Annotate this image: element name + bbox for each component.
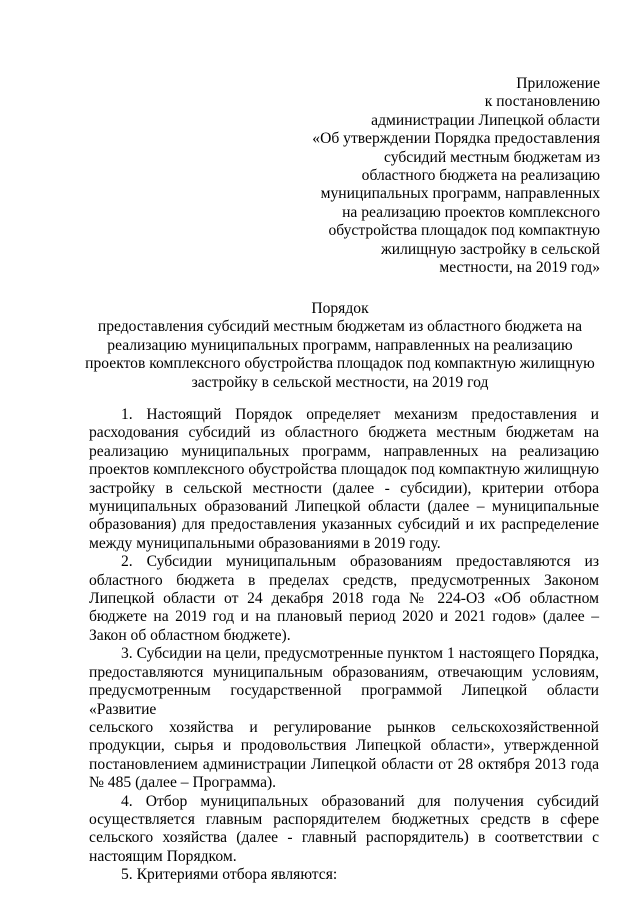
paragraph-line: 1. Настоящий Порядок определяет механизм предоставления и — [121, 406, 599, 423]
paragraph-line: 2. Субсидии муниципальным образованиям предоставляются из — [121, 553, 599, 571]
paragraph-5 — [89, 866, 599, 884]
paragraph-line: проектов комплексного обустройства площадок под компактную жилищную — [89, 461, 599, 479]
appendix-line: субсидий местным бюджетам из — [384, 148, 600, 166]
document-title: Порядок — [311, 300, 369, 317]
document-title-block — [70, 300, 610, 392]
paragraph-line: 4. Отбор муниципальных образований для получения субсидий — [121, 792, 599, 810]
paragraph-line: сельского хозяйства (далее - главный распорядитель) в соответствии с — [89, 829, 599, 847]
paragraph-line: предоставляются муниципальным образованиям, отвечающим условиям, — [89, 663, 599, 681]
paragraph-line: бюджете на 2019 год и на плановый период 2020 и 2021 годов» (далее – — [89, 608, 599, 626]
paragraph-line: реализацию муниципальных программ, направленных на реализацию — [89, 442, 599, 460]
appendix-line: жилищную застройку в сельской — [381, 240, 600, 258]
paragraph-line: областного бюджета в пределах средств, предусмотренных Законом — [89, 571, 599, 589]
paragraph-line: № 485 (далее – Программа). — [89, 774, 277, 792]
paragraph-line: муниципальных образований Липецкой области (далее – муниципальные — [89, 498, 599, 516]
paragraph-line: 5. Критериями отбора являются: — [121, 866, 338, 884]
paragraph-1 — [89, 406, 599, 553]
paragraph-line: Закон об областном бюджете). — [89, 626, 291, 644]
document-subtitle-line: застройку в сельской местности, на 2019 год — [191, 373, 489, 391]
appendix-line: Приложение — [516, 75, 600, 92]
appendix-line: администрации Липецкой области — [371, 111, 600, 129]
paragraph-line: между муниципальными образованиями в 2019 году. — [89, 534, 441, 552]
document-subtitle-line: предоставления субсидий местным бюджетам из областного бюджета на — [97, 318, 583, 336]
paragraph-line: настоящим Порядком. — [89, 847, 237, 865]
paragraph-line: осуществляется главным распорядителем бюджетных средств в сфере — [89, 810, 599, 828]
paragraph-line: постановлением администрации Липецкой области от 28 октября 2013 года — [89, 755, 599, 773]
paragraph-line: расходования субсидий из областного бюджета местным бюджетам на — [89, 424, 599, 442]
document-subtitle-line: проектов комплексного обустройства площадок под компактную жилищную — [85, 355, 595, 373]
appendix-header — [290, 75, 600, 277]
paragraph-line: продукции, сырья и продовольствия Липецкой области», утвержденной — [89, 737, 599, 755]
appendix-line: обустройства площадок под компактную — [328, 222, 600, 240]
document-body — [89, 406, 599, 885]
paragraph-line: 3. Субсидии на цели, предусмотренные пунктом 1 настоящего Порядка, — [121, 645, 599, 663]
paragraph-line: образования) для предоставления указанных субсидий и их распределение — [89, 516, 599, 534]
paragraph-line: Липецкой области от 24 декабря 2018 года № 224-ОЗ «Об областном — [89, 590, 599, 608]
paragraph-line: застройку в сельской местности (далее - субсидии), критерии отбора — [89, 479, 599, 497]
paragraph-4 — [89, 793, 599, 867]
paragraph-line: предусмотренным государственной программой Липецкой области «Развитие — [89, 682, 599, 718]
appendix-line: муниципальных программ, направленных — [320, 185, 600, 203]
appendix-line: на реализацию проектов комплексного — [342, 203, 600, 221]
appendix-line: областного бюджета на реализацию — [361, 167, 600, 185]
appendix-line: к постановлению — [484, 93, 600, 111]
document-subtitle-line: реализацию муниципальных программ, направленных на реализацию — [107, 336, 573, 354]
paragraph-3 — [89, 645, 599, 792]
appendix-line: местности, на 2019 год» — [439, 259, 600, 277]
paragraph-2 — [89, 553, 599, 645]
paragraph-line: сельского хозяйства и регулирование рынков сельскохозяйственной — [89, 718, 599, 736]
appendix-line: «Об утверждении Порядка предоставления — [312, 130, 600, 148]
